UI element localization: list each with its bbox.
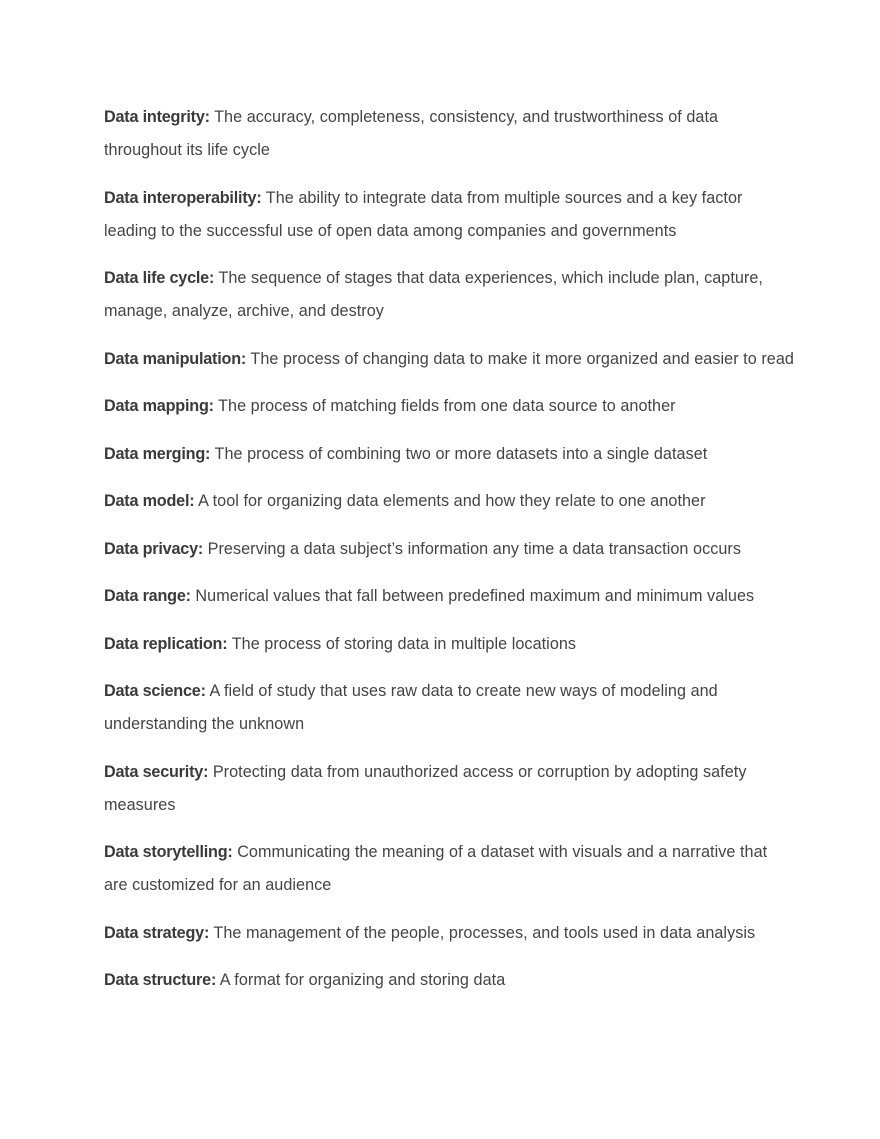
glossary-definition: The ability to integrate data from multiple sources and a key factor leading to the successful use of open data among companies and governments (104, 188, 743, 240)
glossary-entry-data-storytelling (104, 836, 794, 902)
glossary-term: Data merging: (104, 444, 211, 463)
glossary-term: Data privacy: (104, 539, 204, 558)
glossary-entry-data-privacy (104, 533, 794, 566)
glossary-term: Data manipulation: (104, 349, 247, 368)
glossary-term: Data replication: (104, 634, 228, 653)
glossary-definition: The process of storing data in multiple locations (231, 634, 577, 653)
glossary-entry-data-integrity (104, 101, 794, 167)
glossary-definition: The management of the people, processes, and tools used in data analysis (213, 923, 756, 942)
glossary-entry-data-model (104, 485, 794, 518)
glossary-term: Data mapping: (104, 397, 214, 415)
glossary-definition: The process of matching fields from one data source to another (218, 397, 676, 415)
glossary-term: Data science: (104, 682, 206, 700)
glossary-definition: A tool for organizing data elements and how they relate to one another (198, 492, 706, 510)
glossary-entry-data-interoperability (104, 182, 794, 248)
glossary-term: Data range: (104, 587, 191, 605)
glossary-definition: Preserving a data subject’s information any time a data transaction occurs (207, 539, 742, 558)
glossary-term: Data storytelling: (104, 843, 233, 861)
glossary-term: Data interoperability: (104, 188, 262, 207)
glossary-entry-data-security (104, 756, 794, 822)
glossary-entry-data-life-cycle (104, 262, 794, 328)
glossary-entry-data-science (104, 675, 794, 741)
glossary-term: Data strategy: (104, 923, 210, 942)
glossary-entry-data-manipulation (104, 343, 794, 376)
glossary-term: Data structure: (104, 971, 217, 989)
glossary-definition: A field of study that uses raw data to create new ways of modeling and understanding the unknown (104, 682, 718, 733)
glossary-definition: Protecting data from unauthorized access or corruption by adopting safety measures (104, 762, 747, 814)
glossary-entry-data-merging (104, 438, 794, 471)
glossary-definition: Numerical values that fall between predefined maximum and minimum values (195, 587, 755, 605)
glossary-definition: The accuracy, completeness, consistency, and trustworthiness of data throughout its life cycle (104, 108, 719, 159)
glossary-definition: The process of changing data to make it more organized and easier to read (250, 349, 794, 368)
glossary-entry-data-range (104, 580, 794, 613)
glossary-entry-data-mapping (104, 390, 794, 423)
glossary-entry-data-strategy (104, 917, 794, 950)
glossary-definition: A format for organizing and storing data (219, 971, 506, 989)
glossary-term: Data security: (104, 762, 209, 781)
glossary-term: Data life cycle: (104, 269, 215, 287)
glossary-term: Data model: (104, 492, 195, 510)
glossary-definition: The process of combining two or more datasets into a single dataset (214, 444, 708, 463)
glossary-entry-data-replication (104, 628, 794, 661)
glossary-entry-data-structure (104, 964, 794, 997)
glossary-list (104, 101, 794, 1012)
glossary-definition: Communicating the meaning of a dataset with visuals and a narrative that are customized for an audience (104, 843, 768, 894)
glossary-definition: The sequence of stages that data experiences, which include plan, capture, manage, analyze, archive, and destroy (104, 269, 763, 320)
glossary-term: Data integrity: (104, 108, 210, 126)
